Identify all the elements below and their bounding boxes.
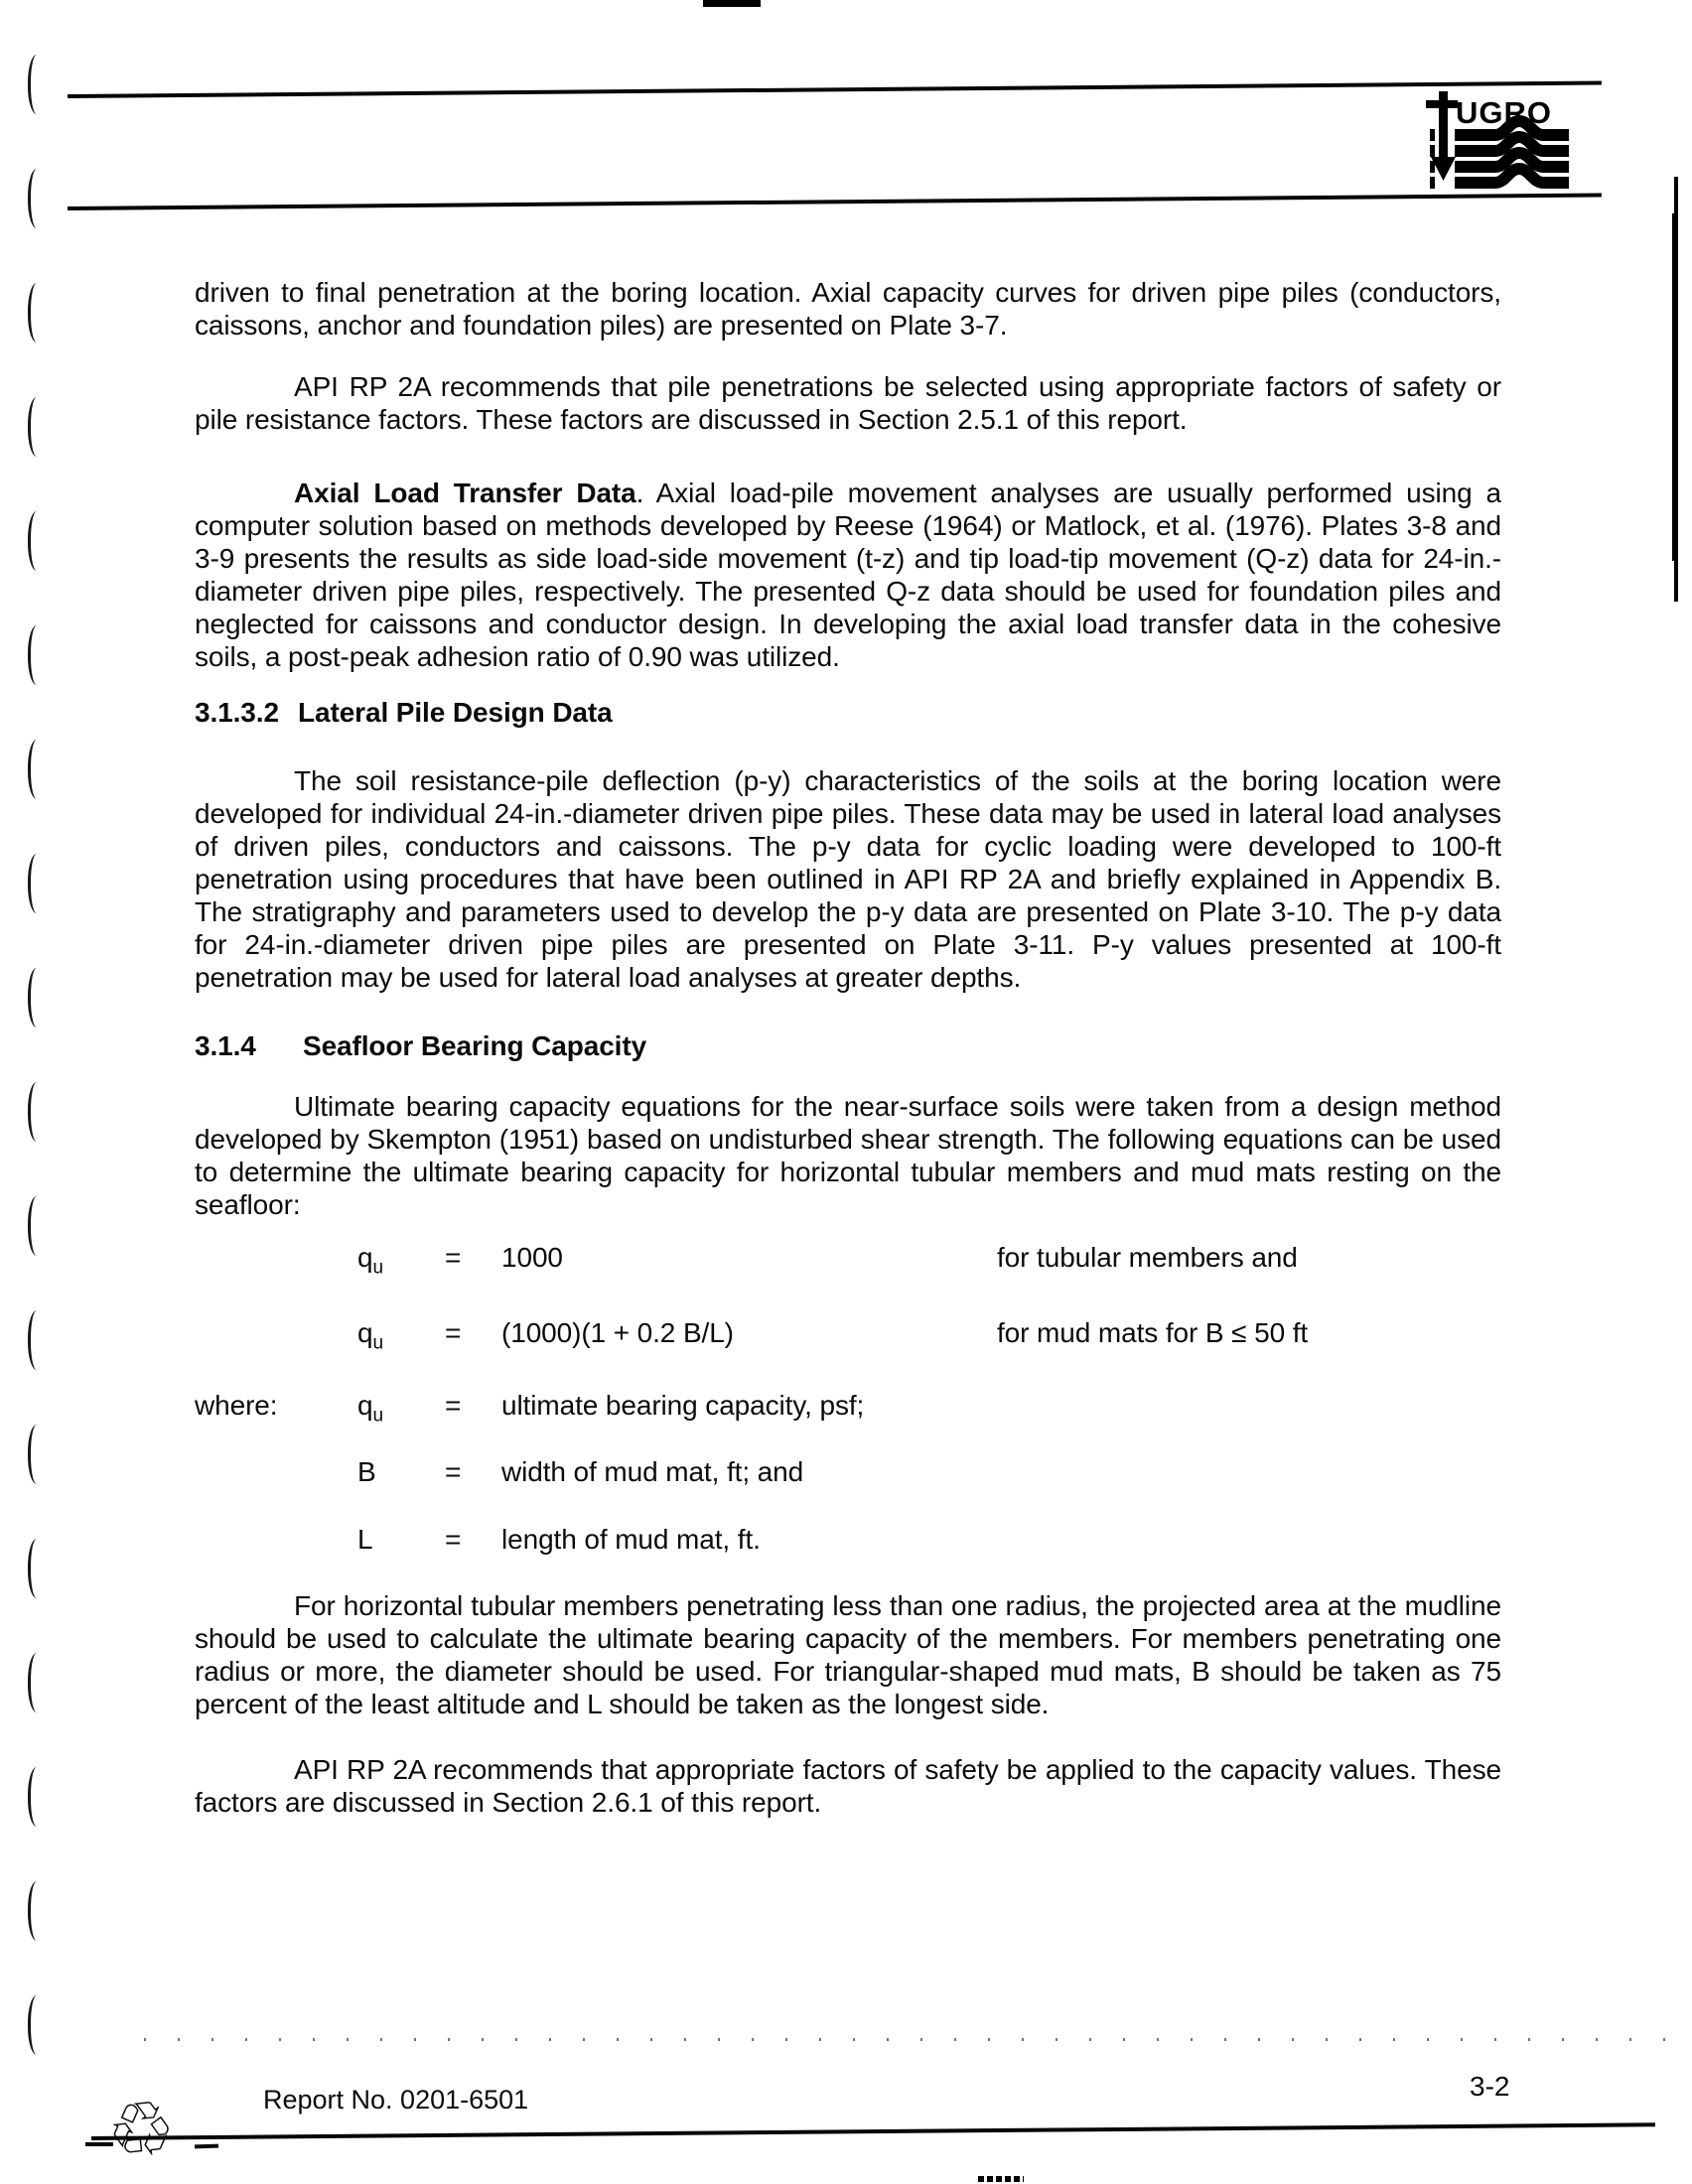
- equation-condition: for mud mats for B ≤ 50 ft: [997, 1316, 1309, 1348]
- paragraph-lead-bold: Axial Load Transfer Data: [294, 478, 636, 508]
- equation-where-label: where:: [195, 1390, 278, 1422]
- scan-artifact-bracket: [28, 1881, 40, 1941]
- scan-artifact-bracket: [28, 625, 40, 685]
- paragraph-py-data: The soil resistance-pile deflection (p-y) characteristics of the soils at the boring location were developed for individual 24-in.-diameter driven pipe piles. These data may be used in lateral load analyses of driven piles, conductors and caissons. The p-y data for cyclic loading were developed to 100-ft penetration using procedures that have been outlined in API RP 2A and briefly explained in Appendix B. The stratigraphy and parameters used to develop the p-y data are presented on Plate 3-10. The p-y data for 24-in.-diameter driven pipe piles are presented on Plate 3-11. P-y values presented at 100-ft penetration may be used for lateral load analyses at greater depths.: [195, 765, 1501, 993]
- equals-sign: =: [445, 1390, 462, 1422]
- footer-page-number: 3-2: [1470, 2071, 1510, 2102]
- equation-symbol: $q_u$: [357, 1390, 383, 1427]
- section-title: Seafloor Bearing Capacity: [303, 1030, 647, 1061]
- equation-condition: [997, 1389, 1501, 1426]
- paragraph-ultimate-bearing: Ultimate bearing capacity equations for the near-surface soils were taken from a design method developed by Skempton (1951) based on undisturbed shear strength. The following equations can be used to determine the ultimate bearing capacity for horizontal tubular members and mud mats resting on the seafloor:: [195, 1091, 1501, 1220]
- equation-row: [195, 1316, 1501, 1353]
- equation-condition: for tubular members and: [997, 1242, 1298, 1273]
- footer-rule: [91, 2122, 1655, 2140]
- equals-sign: =: [445, 1455, 462, 1487]
- equals-sign: =: [445, 1316, 462, 1348]
- section-heading-lateral-pile: [195, 696, 1501, 729]
- scan-artifact-top: [703, 0, 761, 7]
- fugro-logo-icon: [1420, 89, 1581, 195]
- equation-where-label: [195, 1241, 357, 1278]
- equation-where-label: [195, 1523, 357, 1560]
- equation-symbol: $q_u$: [357, 1242, 383, 1279]
- paragraph-axial-capacity: driven to final penetration at the boring location. Axial capacity curves for driven pipe piles (conductors, caissons, anchor and foundation piles) are presented on Plate 3-7.: [195, 277, 1501, 341]
- scan-artifact-dotted-line: [144, 2038, 1678, 2041]
- scan-artifact-bracket: [28, 1425, 40, 1484]
- equation-where-label: [195, 1455, 357, 1492]
- equation-row: [195, 1389, 1501, 1426]
- paragraph-api-rp2a-capacity: API RP 2A recommends that appropriate factors of safety be applied to the capacity values. These factors are discussed in Section 2.6.1 of this report.: [195, 1753, 1501, 1818]
- equals-sign: =: [445, 1242, 462, 1273]
- equation-expression: (1000)(1 + 0.2 B/L): [501, 1316, 734, 1348]
- scan-artifact-dash: [195, 2144, 218, 2149]
- scan-artifact-right-line: [1672, 213, 1678, 561]
- recycle-icon: ♲: [102, 2082, 180, 2178]
- scan-artifact-bracket: [28, 1995, 40, 2055]
- scan-artifact-bracket: [28, 1653, 40, 1712]
- section-number: 3.1.3.2: [195, 697, 279, 728]
- equation-condition: [997, 1523, 1501, 1560]
- equation-symbol: L: [357, 1524, 373, 1556]
- scan-artifact-bracket: [28, 511, 40, 571]
- equation-expression: ultimate bearing capacity, psf;: [501, 1390, 865, 1422]
- scan-artifact-bracket: [28, 1196, 40, 1256]
- equation-expression: length of mud mat, ft.: [501, 1524, 761, 1556]
- equation-row: [195, 1241, 1501, 1278]
- paragraph-api-rp2a-safety: API RP 2A recommends that pile penetrations be selected using appropriate factors of safety or pile resistance factors. These factors are discussed in Section 2.5.1 of this report.: [195, 371, 1501, 435]
- scan-artifact-bracket: [28, 968, 40, 1027]
- logo-wordmark: UGRO: [1456, 95, 1552, 130]
- section-heading-seafloor-bearing: [195, 1029, 1501, 1062]
- paragraph-body: . Axial load-pile movement analyses are usually performed using a computer solution based on methods developed by Reese (1964) or Matlock, et al. (1976). Plates 3-8 and 3-9 presents the results as side load-side movement (t-z) and tip load-tip movement (Q-z) data for 24-in.-diameter driven pipe piles, respectively. The presented Q-z data should be used for foundation piles and neglected for caissons and conductor design. In developing the axial load transfer data in the cohesive soils, a post-peak adhesion ratio of 0.90 was utilized.: [195, 478, 1502, 672]
- scan-artifact-bracket: [28, 1310, 40, 1370]
- section-number: 3.1.4: [195, 1030, 256, 1061]
- equation-condition: [997, 1455, 1501, 1492]
- equals-sign: =: [445, 1524, 462, 1556]
- scan-artifact-bracket: [28, 283, 40, 342]
- equation-symbol: B: [357, 1455, 376, 1487]
- scan-artifact-bracket: [28, 740, 40, 799]
- equation-where-label: [195, 1316, 357, 1353]
- header-rule-top: [68, 81, 1602, 98]
- equation-expression: 1000: [501, 1242, 563, 1273]
- equation-row: [195, 1455, 1501, 1492]
- scan-artifact-bracket: [28, 854, 40, 913]
- header-rule-bottom: [68, 194, 1602, 210]
- footer-report-number: Report No. 0201-6501: [263, 2085, 529, 2115]
- body-text: [195, 276, 1501, 1819]
- scan-artifact-bracket: [28, 1082, 40, 1142]
- scan-artifact-bracket: [28, 1539, 40, 1598]
- equation-expression: width of mud mat, ft; and: [501, 1455, 804, 1487]
- scan-artifact-bracket: [28, 397, 40, 457]
- scan-artifact-bracket: [28, 55, 40, 114]
- paragraph-horizontal-members: For horizontal tubular members penetrating less than one radius, the projected area at the mudline should be used to calculate the ultimate bearing capacity of the members. For members penetrating one radius or more, the diameter should be used. For triangular-shaped mud mats, B should be taken as 75 percent of the least altitude and L should be taken as the longest side.: [195, 1589, 1501, 1719]
- scan-artifact-bracket: [28, 1767, 40, 1827]
- paragraph-axial-load-transfer: [195, 477, 1501, 673]
- equation-row: [195, 1523, 1501, 1560]
- equation-symbol: $q_u$: [357, 1316, 383, 1354]
- section-title: Lateral Pile Design Data: [298, 697, 613, 728]
- scan-artifact-bracket: [28, 169, 40, 228]
- scan-artifact-bottom: [978, 2176, 1024, 2182]
